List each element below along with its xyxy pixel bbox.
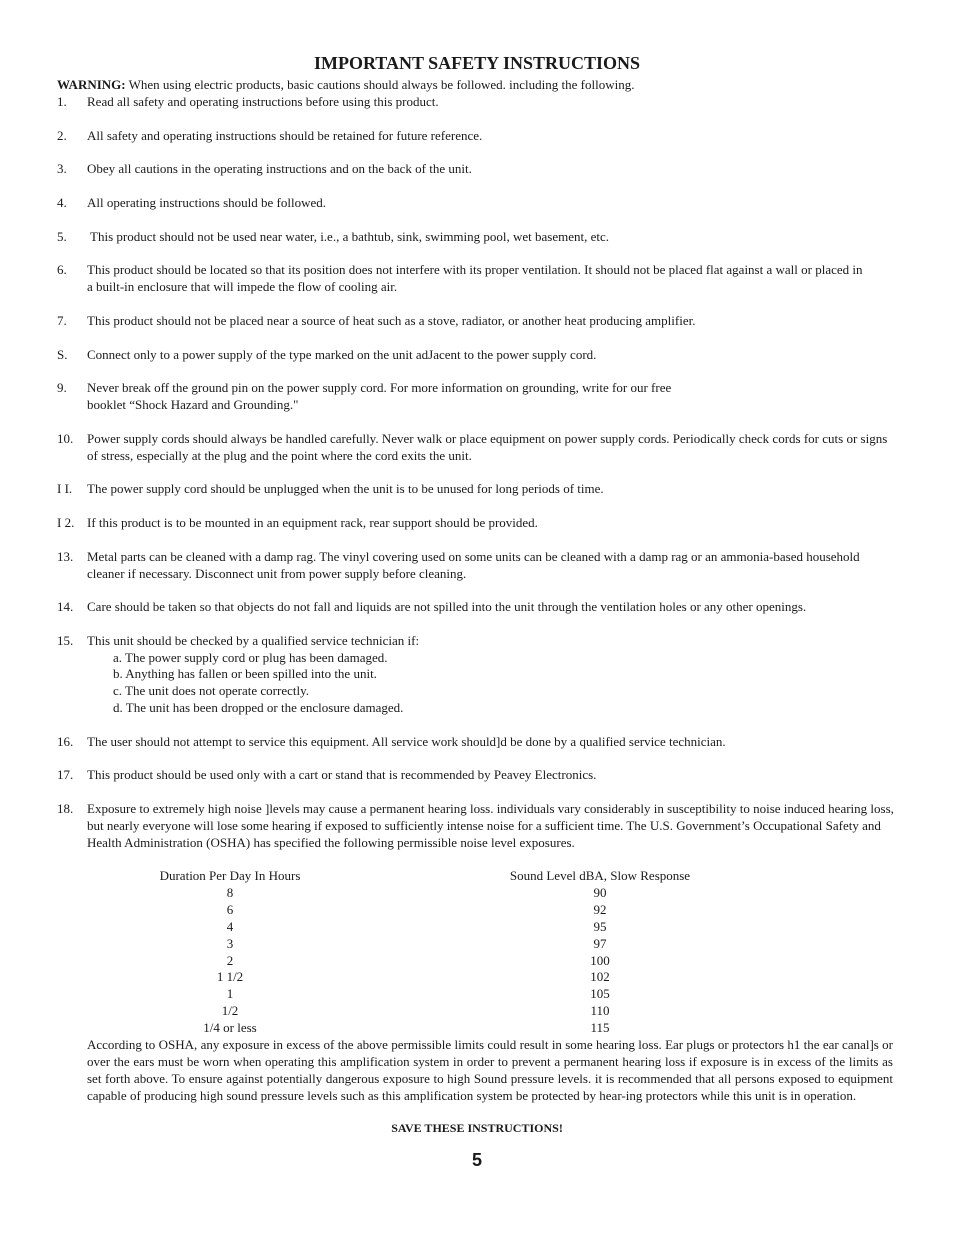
item-number: 16. xyxy=(57,734,74,749)
item-text: This product should not be placed near a source of heat such as a stove, radiator, or another heat producing amplifier. xyxy=(87,313,696,328)
item-number: 9. xyxy=(57,380,67,395)
sub-list-item: b. Anything has fallen or been spilled into the unit. xyxy=(113,666,377,681)
item-text: Metal parts can be cleaned with a damp rag. The vinyl covering used on some units can be cleaned with a damp rag or an ammonia-based household cleaner if necessary. Disconnect unit from power supply before cleaning. xyxy=(87,549,860,581)
item-text: This product should not be used near water, i.e., a bathtub, sink, swimming pool, wet basement, etc. xyxy=(87,229,610,244)
item-number: I 2. xyxy=(57,515,75,530)
table-row xyxy=(0,968,954,985)
sub-list-item: d. The unit has been dropped or the enclosure damaged. xyxy=(113,700,404,715)
warning-label: WARNING: xyxy=(57,77,126,92)
item-text: Obey all cautions in the operating instructions and on the back of the unit. xyxy=(87,161,472,176)
sound-level-cell: 110 xyxy=(590,1003,610,1018)
table-row xyxy=(0,1019,954,1036)
item-number: 2. xyxy=(57,128,67,143)
duration-cell: 1/4 or less xyxy=(203,1020,257,1035)
item-text: This product should be located so that its position does not interfere with its proper ventilation. It should not be placed flat against a wall or placed in a built-in enclosure that will impede the flow of cooling air. xyxy=(87,262,863,294)
table-row xyxy=(0,985,954,1002)
sound-level-cell: 102 xyxy=(590,969,610,984)
item-text: Care should be taken so that objects do not fall and liquids are not spilled into the unit through the ventilation holes or any other openings. xyxy=(87,599,807,614)
table-row xyxy=(0,952,954,969)
duration-cell: 1 xyxy=(226,986,234,1001)
item-number: 6. xyxy=(57,262,67,277)
osha-paragraph: According to OSHA, any exposure in excess of the above permissible limits could result in some hearing loss. Ear plugs or protectors h1 the ear canal]s or over the ears must be worn when operating this amplification system in order to prevent a permanent hearing loss if exposure is in excess of the limits as set forth above. To ensure against potentially dangerous exposure to high Sound pressure levels. it is recommended that all persons exposed to equipment capable of producing high sound pressure levels such as this amplification system be protected by hear-ing protectors while this unit is in operation. xyxy=(87,1037,893,1103)
item-text: If this product is to be mounted in an equipment rack, rear support should be provided. xyxy=(87,515,538,530)
item-text: This unit should be checked by a qualified service technician if: xyxy=(87,633,420,648)
item-text: Exposure to extremely high noise ]levels may cause a permanent hearing loss. individuals vary considerably in susceptibility to noise induced hearing loss, but nearly everyone will lose some hearing if exposed to sufficiently intense noise for a sufficient time. The U.S. Government’s Occupational Safety and Health Administration (OSHA) has specified the following permissible noise level exposures. xyxy=(87,801,894,850)
item-number: 7. xyxy=(57,313,67,328)
item-number: I I. xyxy=(57,481,73,496)
item-text: Power supply cords should always be handled carefully. Never walk or place equipment on power supply cords. Periodically check cords for cuts or signs of stress, especially at the plug and the point where the cord exits the unit. xyxy=(87,431,888,463)
duration-cell: 2 xyxy=(226,953,234,968)
sound-level-cell: 95 xyxy=(593,919,607,934)
save-instructions-note: SAVE THESE INSTRUCTIONS! xyxy=(391,1121,563,1135)
page-number: 5 xyxy=(471,1150,482,1170)
item-number: 4. xyxy=(57,195,67,210)
item-text: The user should not attempt to service this equipment. All service work should]d be done by a qualified service technician. xyxy=(87,734,726,749)
noise-table-header xyxy=(0,867,954,884)
duration-cell: 3 xyxy=(226,936,234,951)
item-text: All operating instructions should be followed. xyxy=(87,195,327,210)
sound-level-cell: 90 xyxy=(593,885,607,900)
sound-level-header: Sound Level dBA, Slow Response xyxy=(509,868,691,883)
duration-cell: 4 xyxy=(226,919,234,934)
sound-level-cell: 105 xyxy=(590,986,610,1001)
item-text: The power supply cord should be unplugged when the unit is to be unused for long periods of time. xyxy=(87,481,604,496)
item-text: Never break off the ground pin on the power supply cord. For more information on grounding, write for our free booklet “Shock Hazard and Grounding." xyxy=(87,380,672,412)
warning-text: When using electric products, basic cautions should always be followed. including the following. xyxy=(125,77,635,92)
item-text: This product should be used only with a cart or stand that is recommended by Peavey Electronics. xyxy=(87,767,597,782)
duration-header: Duration Per Day In Hours xyxy=(159,868,301,883)
item-number: 13. xyxy=(57,549,74,564)
duration-cell: 1 1/2 xyxy=(216,969,244,984)
duration-cell: 6 xyxy=(226,902,234,917)
sub-list-item: c. The unit does not operate correctly. xyxy=(113,683,310,698)
sound-level-cell: 92 xyxy=(593,902,607,917)
item-text: All safety and operating instructions should be retained for future reference. xyxy=(87,128,483,143)
sub-list-item: a. The power supply cord or plug has been damaged. xyxy=(113,650,388,665)
item-number: 5. xyxy=(57,229,67,244)
warning-line xyxy=(57,76,917,93)
item-number: 18. xyxy=(57,801,74,816)
item-number: 15. xyxy=(57,633,74,648)
item-number: 17. xyxy=(57,767,74,782)
table-row xyxy=(0,935,954,952)
item-text: Connect only to a power supply of the type marked on the unit adJacent to the power supply cord. xyxy=(87,347,597,362)
table-row xyxy=(0,918,954,935)
table-row xyxy=(0,884,954,901)
item-number: 1. xyxy=(57,94,67,109)
sound-level-cell: 97 xyxy=(593,936,607,951)
page-title: IMPORTANT SAFETY INSTRUCTIONS xyxy=(313,53,641,73)
table-row xyxy=(0,1002,954,1019)
item-number: 3. xyxy=(57,161,67,176)
sound-level-cell: 115 xyxy=(590,1020,610,1035)
item-number: 14. xyxy=(57,599,74,614)
duration-cell: 1/2 xyxy=(221,1003,239,1018)
table-row xyxy=(0,901,954,918)
item-text: Read all safety and operating instructions before using this product. xyxy=(87,94,439,109)
sound-level-cell: 100 xyxy=(590,953,610,968)
item-number: S. xyxy=(57,347,68,362)
duration-cell: 8 xyxy=(226,885,234,900)
item-number: 10. xyxy=(57,431,74,446)
